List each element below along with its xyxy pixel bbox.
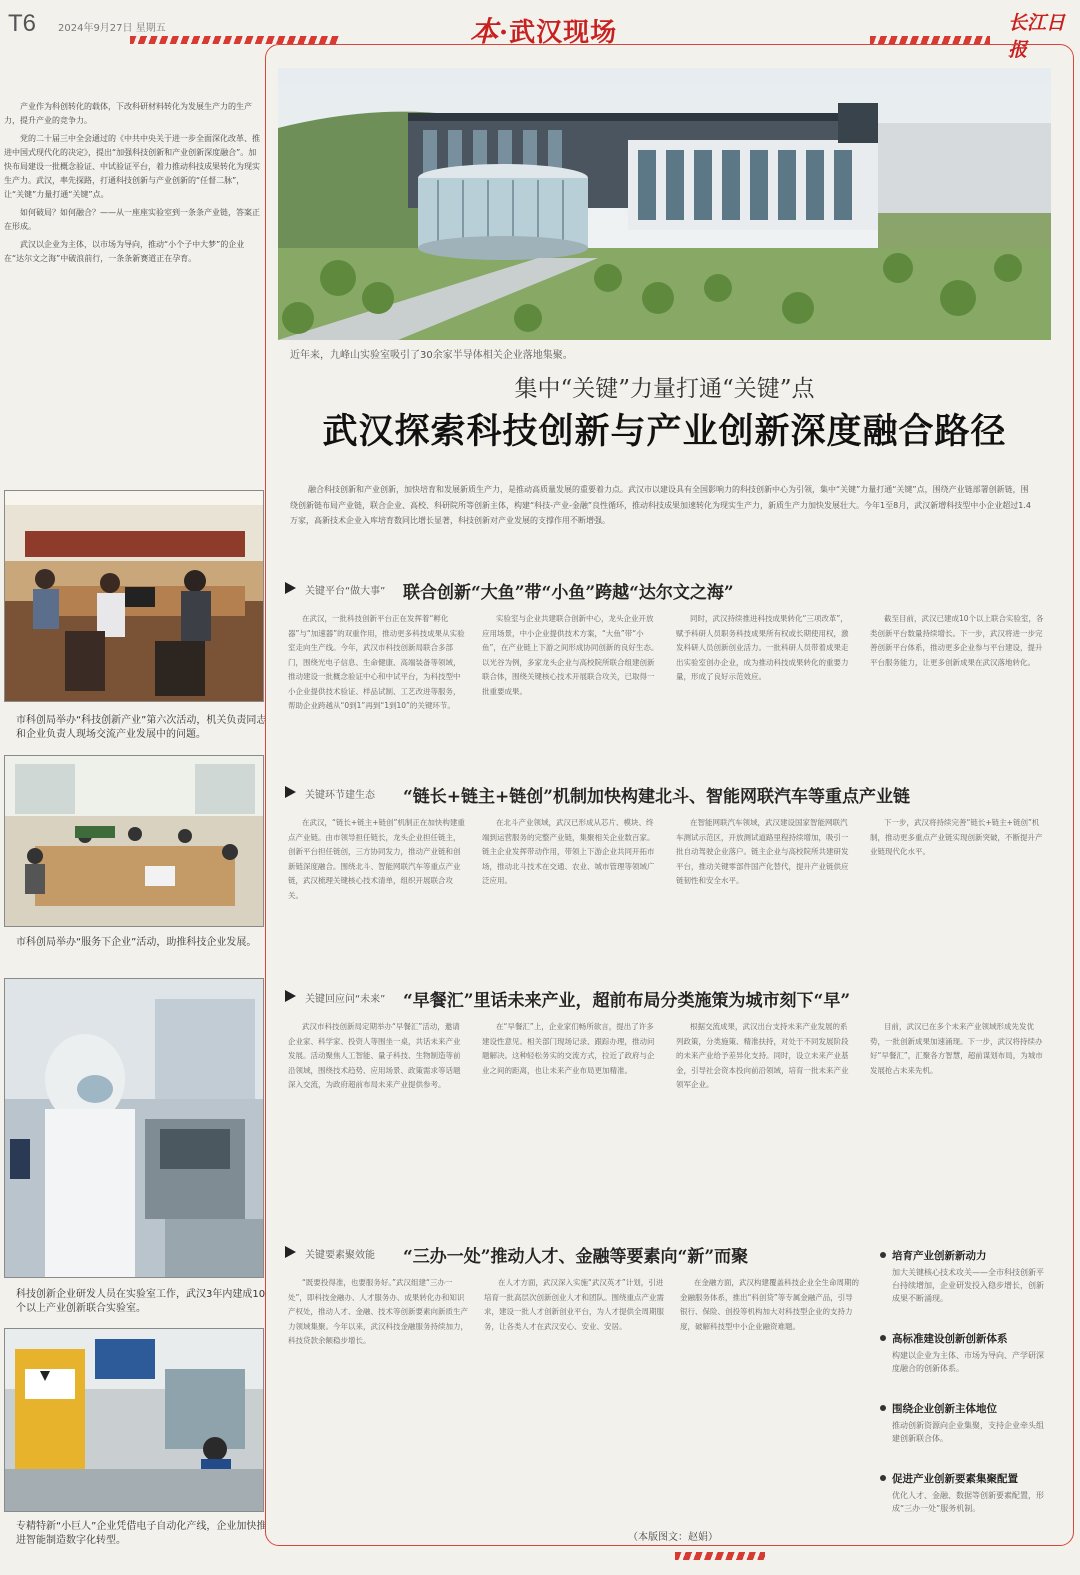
sidebar-item-desc: 加大关键核心技术攻关——全市科技创新平台持续增加，企业研发投入稳步增长，创新成果不断涌现。 [892, 1268, 1044, 1303]
body-column: 在“早餐汇”上，企业家们畅所欲言，提出了许多建设性意见。相关部门现场记录、跟踪办理，推动问题解决。这种轻松务实的交流方式，拉近了政府与企业之间的距离，也让未来产业布局更加精准。 [482, 1022, 655, 1075]
body-column: 在武汉，一批科技创新平台正在发挥着“孵化器”与“加速器”的双重作用，推动更多科技成果从实验室走向生产线。今年，武汉市科技创新局联合多部门，围绕光电子信息、生命健康、高端装备等领域，推动建设一批概念验证中心和中试平台，为科技型中小企业提供技术验证、样品试制、工艺改进等服务，帮助企业跨越从“0到1”再到“1到10”的关键环节。 [288, 614, 465, 710]
sidebar-item-title: 培育产业创新新动力 [892, 1250, 987, 1262]
body-column: 同时，武汉持续推进科技成果转化“三项改革”，赋予科研人员职务科技成果所有权或长期使用权，激发科研人员创新创业活力。一批科研人员带着成果走出实验室创办企业，成为推动科技成果转化的重要力量，形成了良好示范效应。 [676, 614, 849, 681]
photo-factory-caption: 专精特新“小巨人”企业凭借电子自动化产线，企业加快推进智能制造数字化转型。 [16, 1521, 267, 1546]
body-column: 实验室与企业共建联合创新中心，龙头企业开放应用场景，中小企业提供技术方案，“大鱼”带“小鱼”，在产业链上下游之间形成协同创新的良好生态。以光谷为例，多家龙头企业与高校院所联合组建创新联合体，围绕关键核心技术开展联合攻关，已取得一批重要成果。 [482, 614, 659, 696]
bullet-icon [880, 1405, 886, 1411]
section-heading [285, 578, 1045, 603]
bullet-icon [880, 1475, 886, 1481]
photo-credit: （本版图文：赵娟） [628, 1532, 718, 1543]
section-kicker: 关键环节建生态 [305, 790, 375, 801]
photo-meeting-2-image [5, 756, 263, 926]
bullet-icon [880, 1252, 886, 1258]
body-column: 武汉市科技创新局定期举办“早餐汇”活动，邀请企业家、科学家、投资人等围坐一桌，共话未来产业发展。活动聚焦人工智能、量子科技、生物制造等前沿领域，围绕技术趋势、应用场景、政策需求等话题深入交流，为政府超前布局未来产业提供参考。 [288, 1022, 461, 1089]
section-body [288, 612, 1048, 772]
sidebar-item-desc: 优化人才、金融、数据等创新要素配置，形成“三办一处”服务机制。 [892, 1491, 1044, 1513]
header-stripes-right [870, 36, 990, 44]
body-column: 截至目前，武汉已建成10个以上联合实验室，各类创新平台数量持续增长。下一步，武汉将进一步完善创新平台体系，推动更多企业参与平台建设，提升平台服务能力，让更多创新成果在武汉落地转化。 [870, 614, 1044, 667]
body-column: 下一步，武汉将持续完善“链长+链主+链创”机制，推动更多重点产业链实现创新突破，不断提升产业链现代化水平。 [870, 818, 1043, 856]
section-triangle-icon [285, 1246, 296, 1258]
section-title-text: ·武汉现场 [499, 18, 618, 48]
section-title: “链长+链主+链创”机制加快构建北斗、智能网联汽车等重点产业链 [403, 787, 911, 807]
section-heading [285, 986, 1045, 1011]
section-kicker: 关键平台“做大事” [305, 586, 386, 597]
left-paragraph: 产业作为科创转化的载体，下改科研材料转化为发展生产力的生产力，提升产业的竞争力。 [4, 102, 252, 125]
left-paragraph: 如何破局？如何融合？——从一座座实验室到一条条产业链，答案正在形成。 [4, 208, 260, 231]
sidebar-item [880, 1471, 1050, 1515]
hero-photo-image [278, 68, 1051, 340]
body-column: 在智能网联汽车领域，武汉建设国家智能网联汽车测试示范区，开放测试道路里程持续增加，吸引一批自动驾驶企业落户。链主企业与高校院所共建研发平台，推动关键零部件国产化替代，提升产业链供应链韧性和安全水平。 [676, 818, 849, 885]
hero-photo [278, 68, 1051, 340]
section-kicker: 关键回应问“未来” [305, 994, 386, 1005]
section-triangle-icon [285, 786, 296, 798]
left-paragraph: 武汉以企业为主体，以市场为导向，推动“小个子中大梦”的企业在“达尔文之海”中破浪前行，一条条新赛道正在孕育。 [4, 240, 245, 263]
hero-caption: 近年来，九峰山实验室吸引了30余家半导体相关企业落地集聚。 [290, 350, 573, 361]
section-body [288, 1020, 1048, 1230]
photo-lab-image [5, 979, 263, 1277]
left-paragraph: 党的二十届三中全会通过的《中共中央关于进一步全面深化改革、推进中国式现代化的决定》，提出“加强科技创新和产业创新深度融合”。加快布局建设一批概念验证、中试验证平台，着力推动科技成果转化为现实生产力。武汉，率先探路，打通科技创新与产业创新的“任督二脉”，让“关键”力量打通“关键”点。 [4, 134, 260, 199]
body-column: 在金融方面，武汉构建覆盖科技企业全生命周期的金融服务体系，推出“科创贷”等专属金融产品，引导银行、保险、创投等机构加大对科技型企业的支持力度，破解科技型中小企业融资难题。 [680, 1278, 859, 1331]
body-column: 在人才方面，武汉深入实施“武汉英才”计划，引进培育一批高层次创新创业人才和团队。围绕重点产业需求，建设一批人才创新创业平台，为人才提供全周期服务，让各类人才在武汉安心、安业、安居。 [484, 1278, 664, 1331]
section-title-prefix: 本 [470, 15, 500, 48]
section-triangle-icon [285, 990, 296, 1002]
sidebar-item-desc: 推动创新资源向企业集聚，支持企业牵头组建创新联合体。 [892, 1421, 1044, 1443]
article-subtitle: 集中“关键”力量打通“关键”点 [514, 376, 815, 402]
section-title: “早餐汇”里话未来产业，超前布局分类施策为城市刻下“早” [403, 991, 851, 1011]
paper-logo: 长江日报 [1008, 12, 1066, 61]
body-column: 在武汉，“链长+链主+链创”机制正在加快构建重点产业链。由市领导担任链长，龙头企业担任链主，创新平台担任链创，三方协同发力，推动产业链和创新链深度融合。围绕北斗、智能网联汽车等重点产业链，武汉梳理关键核心技术清单，组织开展联合攻关。 [288, 818, 465, 900]
sidebar-item-title: 促进产业创新要素集聚配置 [892, 1473, 1018, 1485]
sidebar-item-desc: 构建以企业为主体、市场为导向、产学研深度融合的创新体系。 [892, 1351, 1044, 1373]
header-stripes-left [130, 36, 340, 44]
photo-factory [4, 1328, 264, 1512]
bullet-icon [880, 1335, 886, 1341]
masthead [0, 0, 1080, 61]
photo-meeting-2-caption: 市科创局举办“服务下企业”活动，助推科技企业发展。 [16, 937, 257, 948]
sidebar-item-title: 高标准建设创新创新体系 [892, 1333, 1008, 1345]
photo-meeting-2 [4, 755, 264, 927]
section-triangle-icon [285, 582, 296, 594]
dateline: 2024年9月27日 星期五 [58, 23, 166, 34]
body-column: 目前，武汉已在多个未来产业领域形成先发优势，一批创新成果加速涌现。下一步，武汉将持续办好“早餐汇”，汇聚各方智慧，超前谋划布局，为城市发展抢占未来先机。 [870, 1022, 1043, 1075]
photo-lab-caption: 科技创新企业研发人员在实验室工作，武汉3年内建成10个以上产业创新联合实验室。 [16, 1289, 266, 1314]
section-kicker: 关键要素聚效能 [305, 1250, 375, 1261]
photo-lab [4, 978, 264, 1278]
photo-meeting-1-image [5, 491, 263, 701]
section-title: 联合创新“大鱼”带“小鱼”跨越“达尔文之海” [403, 583, 734, 603]
sidebar-item [880, 1401, 1050, 1445]
body-column: 根据交流成果，武汉出台支持未来产业发展的系列政策，分类施策、精准扶持，对处于不同发展阶段的未来产业给予差异化支持。同时，设立未来产业基金，引导社会资本投向前沿领域，培育一批未来产业领军企业。 [676, 1022, 849, 1089]
photo-factory-image [5, 1329, 263, 1511]
body-column: “既要投得准，也要服务好。”武汉组建“三办一处”，即科技金融办、人才服务办、成果转化办和知识产权处，推动人才、金融、技术等创新要素向新质生产力领域集聚。今年以来，武汉科技金融服务持续加力，科技贷款余额稳步增长。 [288, 1278, 468, 1345]
section-title: “三办一处”推动人才、金融等要素向“新”而聚 [403, 1247, 749, 1267]
footer-stripes [675, 1552, 765, 1560]
section-body [288, 1276, 860, 1521]
sidebar-summary [880, 1248, 1050, 1541]
page-number: T6 [8, 10, 37, 37]
left-column [4, 100, 262, 270]
photo-meeting-1 [4, 490, 264, 702]
sidebar-item-title: 围绕企业创新主体地位 [892, 1403, 997, 1415]
section-body [288, 816, 1048, 976]
photo-meeting-1-caption: 市科创局举办“科技创新产业”第六次活动，机关负责同志和企业负责人现场交流产业发展中的问题。 [16, 715, 267, 740]
body-column: 在北斗产业领域，武汉已形成从芯片、模块、终端到运营服务的完整产业链，集聚相关企业数百家。链主企业发挥带动作用，带领上下游企业共同开拓市场，推动北斗技术在交通、农业、城市管理等领域广泛应用。 [482, 818, 655, 885]
section-heading [285, 782, 1045, 807]
sidebar-item [880, 1248, 1050, 1305]
article-headline: 武汉探索科技创新与产业创新深度融合路径 [322, 411, 1007, 452]
article-lead: 融合科技创新和产业创新，加快培育和发展新质生产力，是推动高质量发展的重要着力点。武汉市以建设具有全国影响力的科技创新中心为引领，集中“关键”力量打通“关键”点，围绕产业链部署创新链，围绕创新链布局产业链，联合企业、高校、科研院所等创新主体，构建“科技-产业-金融”良性循环，推动科技成果加速转化为现实生产力，新质生产力加快发展壮大。今年1至8月，武汉新增科技型中小企业超过1.4万家，高新技术企业入库培育数同比增长显著，科技创新对产业发展的支撑作用不断增强。 [290, 485, 1031, 525]
sidebar-item [880, 1331, 1050, 1375]
